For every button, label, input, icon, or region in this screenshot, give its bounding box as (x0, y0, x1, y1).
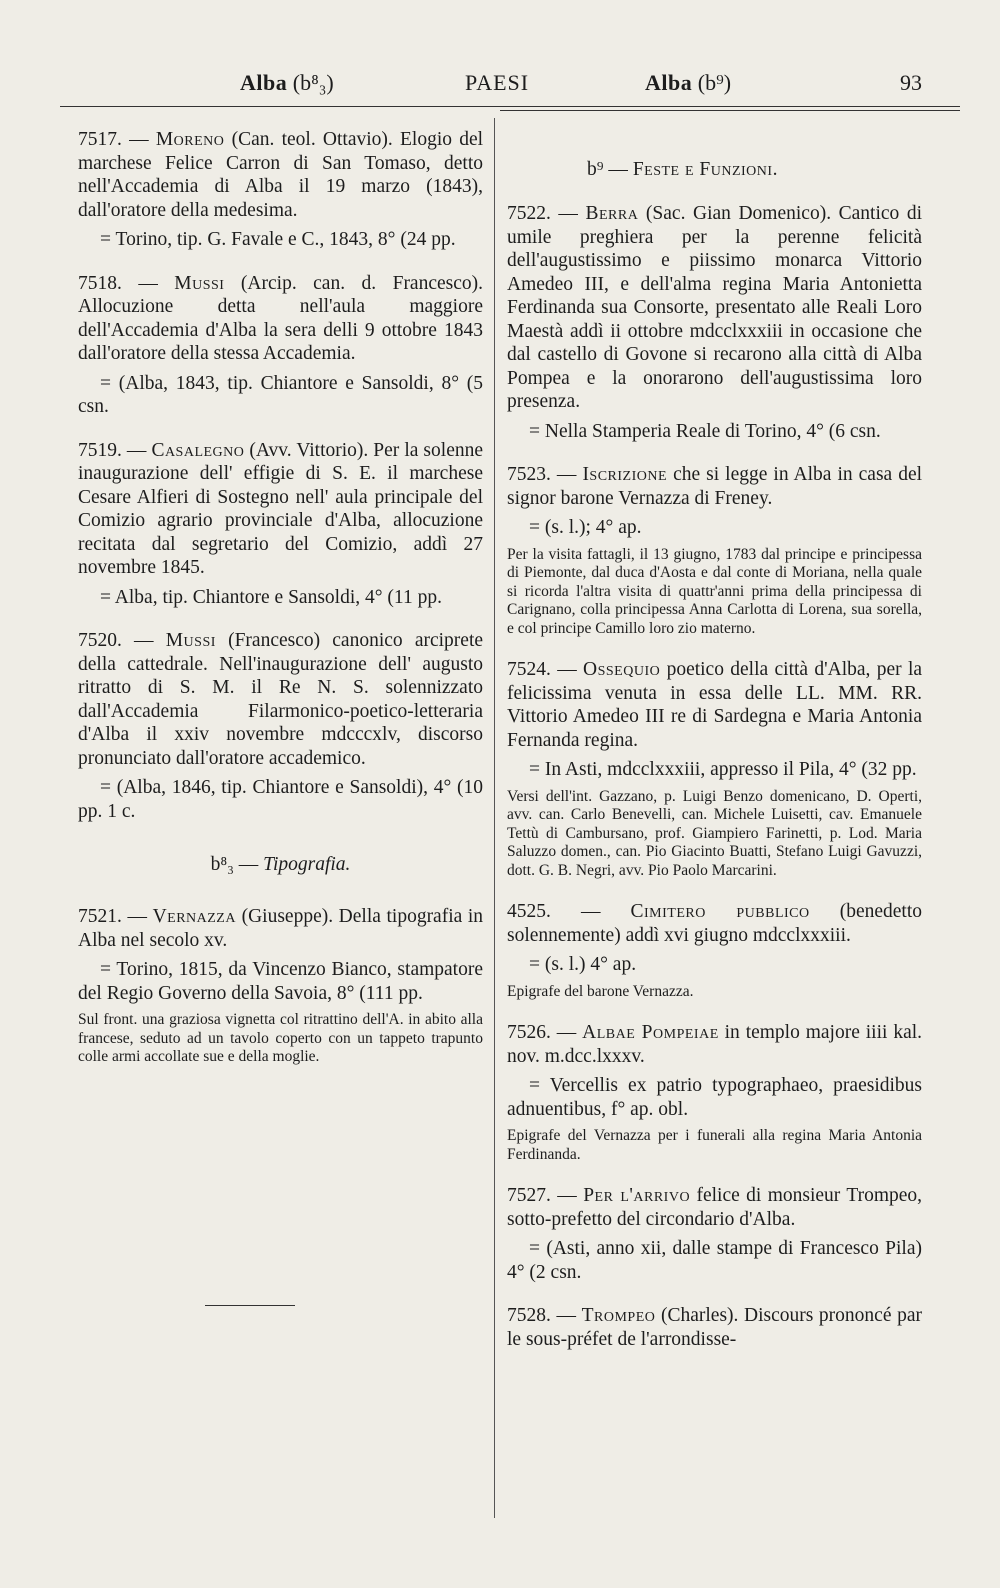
entry-note: Epigrafe del Vernazza per i funerali alla regina Maria Antonia Ferdinanda. (507, 1127, 922, 1163)
entry-heading (507, 1304, 922, 1351)
entry-heading (507, 202, 922, 414)
entry-title: in templo majore iiii kal. nov. m.dcc.lxxxv. (507, 1022, 923, 1067)
entry-publication: = (s. l.) 4° ap. (529, 954, 637, 975)
section-code: b⁹ — (587, 159, 628, 180)
entry-author: Trompeo (581, 1305, 656, 1326)
entry-title: (Can. teol. Ottavio). Elogio del marchese Felice Carron di San Tomaso, detto nell'Accademia di Alba il 19 marzo (1843), dall'oratore della medesima. (78, 129, 484, 221)
entry-7527 (507, 1184, 922, 1284)
entry-number: 7523. — (507, 464, 577, 485)
column-end-rule (205, 1305, 295, 1306)
entry-title: poetico della città d'Alba, per la felicissima venuta in essa delle LL. MM. RR. Vittorio Amedeo III re di Sardegna e Maria Antonia Fernanda regina. (507, 659, 923, 751)
right-section-code: (b⁹) (697, 70, 732, 95)
entry-7528 (507, 1304, 922, 1351)
entry-author: Iscrizione (582, 464, 668, 485)
entry-heading (507, 1021, 922, 1068)
entry-number: 7519. — (78, 439, 147, 461)
entry-title: che si legge in Alba in casa del signor barone Vernazza di Freney. (507, 464, 923, 509)
right-column (507, 128, 922, 1357)
entry-number: 7517. — (78, 129, 149, 150)
entry-heading (507, 463, 922, 510)
entry-author: Per l'arrivo (583, 1185, 691, 1206)
center-running-title: PAESI (465, 70, 530, 95)
entry-number: 7526. — (507, 1022, 577, 1043)
entry-publication: = In Asti, mdcclxxxiii, appresso il Pila, 4° (32 pp. (529, 759, 917, 780)
entry-publication: = Alba, tip. Chiantore e Sansoldi, 4° (11 pp. (100, 586, 442, 608)
entry-7518 (78, 272, 483, 419)
entry-number: 7521. — (78, 906, 147, 927)
entry-title: (Charles). Discours prononcé par le sous-préfet de l'arrondisse- (507, 1305, 922, 1350)
entry-number: 7528. — (507, 1305, 576, 1326)
entry-author: Mussi (165, 630, 216, 651)
entry-publication: = Vercellis ex patrio typographaeo, praesidibus adnuentibus, f° ap. obl. (507, 1075, 922, 1120)
entry-title: (benedetto solennemente) addì xvi giugno mdcclxxxiii. (507, 901, 922, 946)
entry-author: Cimitero pubblico (630, 901, 810, 922)
entry-publication: = (s. l.); 4° ap. (529, 517, 642, 538)
right-running-head (645, 70, 731, 96)
entry-publication: = Torino, 1815, da Vincenzo Bianco, stampatore del Regio Governo della Savoia, 8° (111 pp. (78, 959, 483, 1004)
left-running-head (240, 70, 334, 96)
column-divider (494, 118, 495, 1518)
left-section-code: (b⁸₃) (292, 70, 334, 95)
entry-author: Casalegno (151, 439, 245, 461)
entry-7522 (507, 202, 922, 443)
entry-4525 (507, 900, 922, 1001)
header-rule-secondary (500, 110, 960, 111)
entry-heading (507, 900, 922, 947)
page-header (60, 70, 960, 106)
entry-title: felice di monsieur Trompeo, sotto-prefetto del circondario d'Alba. (507, 1185, 923, 1230)
entry-note: Versi dell'int. Gazzano, p. Luigi Benzo domenicano, D. Operti, avv. can. Carlo Benevelli, can. Michele Luisetti, cav. Emanuele Tettù di Cambursano, prof. Giampiero Farinetti, p. Lod. Maria Saluzzo domen., can. Pio Giacinto Buatti, Stefano Luigi Gavuzzi, dott. G. B. Negri, avv. Pio Paolo Marcarini. (507, 787, 922, 879)
entry-title: (Arcip. can. d. Francesco). Allocuzione detta nell'aula maggiore dell'Accademia d'Alba la sera delli 9 ottobre 1843 dall'oratore della stessa Accademia. (78, 272, 484, 364)
entry-heading (507, 658, 922, 752)
entry-title: (Sac. Gian Domenico). Cantico di umile preghiera per la perenne felicità dell'augustissimo e piissimo monarca Vittorio Amedeo III, e dell'alma regina Maria Antonietta Ferdinanda sua Consorte, presentato alle Reali Loro Maestà addì ii ottobre mdcclxxxiii in occasione che dal castello di Govone si recarono alla città di Alba Pompea e la onorarono dell'augustissima loro presenza. (507, 203, 922, 412)
entry-number: 7522. — (507, 203, 578, 224)
entry-title: (Avv. Vittorio). Per la solenne inaugurazione dell' effigie di S. E. il marchese Cesare Alfieri di Sostegno nell' aula principale del Comizio agrario provinciale d'Alba, allocuzione recitata dal segretario del Comizio, addì 27 novembre 1845. (78, 439, 484, 578)
entry-note: Epigrafe del barone Vernazza. (507, 982, 694, 1000)
section-heading-feste (507, 158, 922, 182)
entry-7519 (78, 439, 483, 610)
entry-heading (507, 1184, 922, 1231)
entry-note: Sul front. una graziosa vignetta col ritrattino dell'A. in abito alla francese, seduto ad un tavolo coperto con un tappeto trapunto colle armi accollate sue e della moglie. (78, 1011, 483, 1065)
entry-publication: = (Asti, anno xii, dalle stampe di Francesco Pila) 4° (2 csn. (507, 1238, 922, 1283)
entry-heading (78, 272, 483, 366)
left-column (78, 128, 483, 1087)
entry-title: (Giuseppe). Della tipografia in Alba nel secolo xv. (78, 906, 484, 951)
entry-author: Moreno (155, 129, 225, 150)
entry-publication: = Nella Stamperia Reale di Torino, 4° (6 csn. (529, 420, 881, 442)
entry-number: 7520. — (78, 630, 154, 651)
entry-note: Per la visita fattagli, il 13 giugno, 1783 dal principe e principessa di Piemonte, dal duca d'Aosta e dal conte di Moriana, nella quale si ricorda l'altra visita di quattr'anni prima della principessa di Carignano, colla principessa Anna Carlotta di Lorena, sua sorella, e col principe Camillo loro zio materno. (507, 545, 922, 637)
entry-number: 7524. — (507, 659, 577, 680)
entry-author: Ossequio (583, 659, 661, 680)
entry-7526 (507, 1021, 922, 1164)
entry-author: Vernazza (152, 906, 236, 927)
entry-author: Berra (585, 203, 639, 224)
section-label: Feste e Funzioni. (632, 159, 778, 180)
entry-publication: = (Alba, 1846, tip. Chiantore e Sansoldi), 4° (10 pp. 1 c. (78, 777, 483, 822)
entry-7520 (78, 629, 483, 823)
entry-heading (78, 128, 483, 222)
entry-heading (78, 629, 483, 770)
left-running-title: Alba (240, 70, 288, 95)
page-number: 93 (900, 70, 922, 95)
entry-7517 (78, 128, 483, 252)
entry-7524 (507, 658, 922, 880)
entry-number: 7518. — (78, 272, 158, 294)
header-rule (60, 106, 960, 107)
entry-number: 7527. — (507, 1185, 577, 1206)
entry-heading (78, 439, 483, 580)
entry-heading (78, 905, 483, 952)
entry-number: 4525. — (507, 901, 601, 922)
section-heading-tipografia (78, 853, 483, 877)
entry-publication: = (Alba, 1843, tip. Chiantore e Sansoldi, 8° (5 csn. (78, 372, 483, 417)
entry-7521 (78, 905, 483, 1067)
entry-author: Mussi (174, 272, 225, 294)
section-label: Tipografia. (263, 854, 351, 875)
section-code: b⁸₃ — (210, 854, 259, 875)
entry-title: (Francesco) canonico arciprete della cattedrale. Nell'inaugurazione dell' augusto ritratto di S. M. il Re N. S. solennizzato dall'Accademia Filarmonico-poetico-letteraria d'Alba il xxiv novembre mdcccxlv, discorso pronunciato dall'oratore accademico. (78, 630, 484, 769)
entry-publication: = Torino, tip. G. Favale e C., 1843, 8° (24 pp. (100, 229, 456, 250)
entry-author: Albae Pompeiae (582, 1022, 719, 1043)
right-running-title: Alba (645, 70, 693, 95)
entry-7523 (507, 463, 922, 638)
